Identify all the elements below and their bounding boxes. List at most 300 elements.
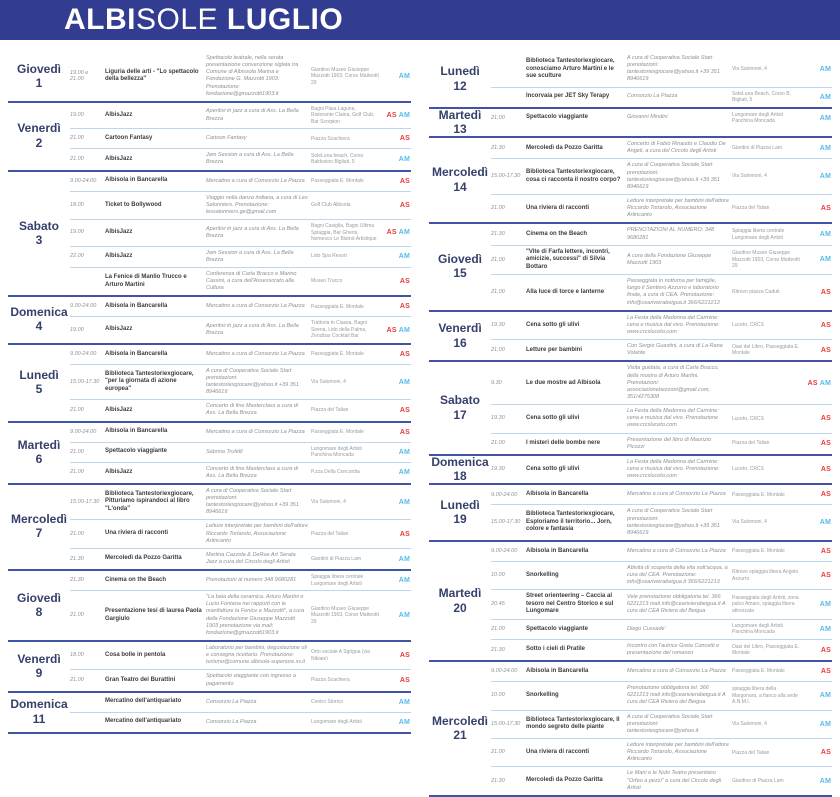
event-badges bbox=[382, 577, 410, 584]
event-row bbox=[491, 138, 832, 159]
event-time: 15.00-17.30 bbox=[491, 720, 521, 727]
badge-am: AM bbox=[819, 65, 831, 73]
event-row bbox=[70, 317, 411, 343]
day-name: Venerdì bbox=[17, 121, 61, 136]
day-group bbox=[429, 542, 832, 662]
event-description: Giovanni Mindini bbox=[627, 114, 668, 121]
event-rows bbox=[491, 362, 832, 453]
event-location: Piazza del Talian bbox=[732, 205, 770, 212]
event-location: Piazza del Talian bbox=[311, 530, 349, 537]
badge-am: AM bbox=[398, 577, 410, 585]
event-rows bbox=[491, 662, 832, 795]
event-description: Vele prenotazione obbligatoria tel. 366 6221213 mail info@cearivierabeigua.it A cura del CEA Riviera del Beigua bbox=[627, 593, 726, 615]
badge-as: AS bbox=[399, 278, 410, 286]
event-title: Cena sotto gli ulivi bbox=[526, 321, 580, 328]
event-time: 19.00 bbox=[70, 326, 84, 333]
event-description: Jam Session a cura di Ass. La Bella Brezza bbox=[206, 249, 294, 263]
event-description: Prenotazione obbligatoria tel. 366 6221213 mail info@cearivierabeigua.it A cura del CEA Riviera del Beigua bbox=[627, 685, 726, 706]
event-rows bbox=[491, 109, 832, 137]
event-rows bbox=[70, 345, 411, 421]
badge-as: AS bbox=[399, 135, 410, 143]
event-badges bbox=[803, 749, 831, 756]
event-rows bbox=[70, 571, 411, 640]
event-title: I misteri delle bombe nere bbox=[526, 439, 601, 446]
badge-as: AS bbox=[820, 440, 831, 448]
event-description: Presentazione del libro di Maurizio Picozzi bbox=[627, 436, 712, 450]
event-badges bbox=[803, 721, 831, 728]
event-time: 9.00-24.00 bbox=[70, 303, 97, 310]
event-time: 21.00 bbox=[491, 256, 505, 263]
badge-am: AM bbox=[398, 326, 410, 334]
event-description: Mercatino a cura di Consorzio La Piazza bbox=[627, 491, 726, 498]
event-time: 15.00-17.30 bbox=[491, 173, 521, 180]
badge-as: AS bbox=[820, 466, 831, 474]
event-description: Mercatino a cura di Consorzio La Piazza bbox=[206, 177, 305, 184]
day-number: 4 bbox=[35, 319, 43, 334]
day-label bbox=[8, 571, 70, 640]
event-title: Una riviera di racconti bbox=[526, 204, 590, 211]
event-time: 18.00 bbox=[70, 652, 84, 659]
event-badges bbox=[803, 115, 831, 122]
event-description: A cura di Cooperativa Sociale Start prenotazioni: tantestoriexgiocare@yahoo.it +39 351 8946619 bbox=[206, 487, 299, 516]
event-badges bbox=[382, 699, 410, 706]
event-time: 21.00 bbox=[70, 135, 84, 142]
event-title: AlbisJazz bbox=[105, 111, 133, 118]
event-title: Albisola in Bancarella bbox=[105, 177, 168, 184]
badge-am: AM bbox=[398, 498, 410, 506]
event-row bbox=[70, 591, 411, 640]
event-location: Passeggiata E. Montale bbox=[732, 668, 785, 675]
event-row bbox=[491, 590, 832, 620]
event-badges bbox=[382, 351, 410, 358]
event-description: PRENOTAZIONI AL NUMERO: 348 9680281 bbox=[627, 227, 715, 241]
day-name: Venerdì bbox=[438, 321, 482, 336]
event-description: Concerto di fine Masterclass a cura di Ass. La Bella Brezza bbox=[206, 465, 299, 479]
event-badges bbox=[803, 256, 831, 263]
day-name: Giovedì bbox=[437, 252, 482, 267]
event-location: Spiaggia libera centrale Lungomare degli Artisti bbox=[311, 574, 364, 587]
event-row bbox=[491, 767, 832, 794]
event-badges bbox=[382, 156, 410, 163]
event-description: A cura di Cooperativa Sociale Start prenotazioni: tantestoriexgiocare@yahoo.it +39 351 8946619 bbox=[627, 162, 720, 190]
day-number: 14 bbox=[453, 179, 467, 194]
event-description: A cura di Cooperativa Sociale Start prenotazioni: tantestoriexgiocare@yahoo.it bbox=[627, 713, 713, 734]
event-rows bbox=[491, 224, 832, 309]
day-label bbox=[429, 485, 491, 540]
day-group bbox=[8, 345, 411, 423]
event-row bbox=[70, 220, 411, 247]
event-badges bbox=[382, 652, 410, 659]
event-title: Biblioteca Tantestoriexgiocare, Pitturiamo ispirandoci al libro "L'onda" bbox=[105, 490, 194, 512]
badge-am: AM bbox=[819, 379, 831, 387]
day-number: 12 bbox=[453, 78, 467, 93]
event-time: 15.00-17.30 bbox=[70, 498, 100, 505]
schedule bbox=[0, 40, 840, 797]
event-time: 19.00 e 21.00 bbox=[70, 69, 89, 83]
event-description: La Festa della Madonna del Carmine: cena e musica dal vivo. Prenotazione www.crcsluceto.com bbox=[627, 408, 719, 429]
event-badges bbox=[803, 519, 831, 526]
badge-am: AM bbox=[819, 256, 831, 264]
event-description: Attività di scoperta della vita sott'acqua, a cura del CEA. Prenotazione: info@cearivierabeigua.it 366/6221213 bbox=[627, 565, 728, 586]
event-location: Passeggiata E. Montale bbox=[732, 491, 785, 498]
event-title: Le due mostre ad Albisola bbox=[526, 379, 601, 386]
event-row bbox=[491, 456, 832, 483]
event-time: 9.00-24.00 bbox=[491, 668, 518, 675]
event-time: 21.30 bbox=[491, 144, 505, 151]
event-title: Biblioteca Tantestoriexgiocare, Esploriamo il territorio... Jorn, colore e fantasia bbox=[526, 511, 615, 533]
event-rows bbox=[70, 642, 411, 691]
event-location: Passeggiata E. Montale bbox=[732, 548, 785, 555]
event-description: A cura della Fondazione Giuseppe Mazzotti 1903 bbox=[627, 252, 712, 266]
event-title: Cena sotto gli ulivi bbox=[526, 415, 580, 422]
event-row bbox=[491, 362, 832, 405]
event-description: Con Sergio Guastini, a cura di La Rana Volante bbox=[627, 343, 723, 357]
event-title: Liguria delle arti - "Lo spettacolo della bellezza" bbox=[105, 68, 199, 83]
event-row bbox=[491, 88, 832, 107]
event-location: SoleLuna Beach, Corso B. Bigliati, 5 bbox=[732, 90, 791, 104]
event-description: Spettacolo teatrale, nella serata presentazione convenzione siglata tra Comune di Albissola Marina e Fondazione G. Mazzotti 1903. Prenotazione: fondazione@gmazzotti1903.it bbox=[206, 55, 299, 97]
event-badges bbox=[382, 407, 410, 414]
event-time: 21.00 bbox=[491, 205, 505, 212]
event-title: Letture per bambini bbox=[526, 346, 583, 353]
event-description: Aperitivi in jazz a cura di Ass. La Bella Brezza bbox=[206, 225, 299, 239]
event-location: Luceto, CRCS bbox=[732, 322, 764, 329]
event-badges bbox=[382, 469, 410, 476]
badge-as: AS bbox=[399, 406, 410, 414]
event-row bbox=[491, 640, 832, 660]
event-time: 21.00 bbox=[70, 156, 84, 163]
event-time: 21.30 bbox=[70, 577, 84, 584]
day-number: 11 bbox=[32, 711, 46, 726]
event-title: Biblioteca Tantestoriexgiocare, "per la giornata di azione europea" bbox=[105, 370, 194, 392]
badge-as: AS bbox=[399, 677, 410, 685]
event-badges bbox=[382, 178, 410, 185]
day-label bbox=[8, 423, 70, 483]
page-title-part2: SOLE bbox=[136, 3, 219, 36]
day-number: 18 bbox=[453, 469, 467, 484]
day-number: 17 bbox=[453, 407, 467, 422]
event-description: Laboratorio per bambini, degustazione oli e consegna ricettario. Prenotazione: turismo@comune.albisola-superiore.sv.it bbox=[206, 644, 307, 666]
event-row bbox=[70, 485, 411, 521]
event-time: 9.00-24.00 bbox=[70, 350, 97, 357]
day-number: 6 bbox=[35, 452, 43, 467]
event-time: 21.00 bbox=[491, 289, 505, 296]
event-badges bbox=[803, 647, 831, 654]
event-time: 9.00-24.00 bbox=[491, 548, 518, 555]
event-location: Via Salomoni, 4 bbox=[732, 66, 767, 73]
event-title: Albisola in Bancarella bbox=[526, 667, 589, 674]
event-row bbox=[491, 620, 832, 640]
badge-as: AS bbox=[807, 379, 818, 387]
day-group bbox=[8, 52, 411, 103]
day-name: Sabato bbox=[18, 218, 59, 233]
event-badges bbox=[382, 327, 410, 334]
page-title-part3: LUGLIO bbox=[218, 3, 344, 36]
event-time: 21.00 bbox=[70, 469, 84, 476]
event-row bbox=[70, 463, 411, 483]
event-location: Trattoria in Ciassa, Bagni Sirena, Lido della Palma, Zenzibar Cocktail Bar bbox=[311, 320, 367, 340]
badge-as: AS bbox=[820, 646, 831, 654]
event-description: Sabrina Trufelli bbox=[206, 448, 243, 455]
event-title: AlbisJazz bbox=[105, 468, 133, 475]
event-description: Letture interpretate per bambini dell'attore Riccardo Tortarolo, Associazione Artincanto bbox=[627, 197, 729, 219]
event-location: Lungomare degli Artisti bbox=[311, 718, 362, 725]
event-row bbox=[491, 542, 832, 562]
event-badges bbox=[382, 677, 410, 684]
event-row bbox=[491, 224, 832, 245]
event-time: 21.00 bbox=[491, 749, 505, 756]
day-label bbox=[429, 662, 491, 795]
day-group bbox=[8, 571, 411, 642]
day-label bbox=[429, 138, 491, 222]
badge-as: AS bbox=[399, 177, 410, 185]
badge-am: AM bbox=[819, 93, 831, 101]
event-time: 19.30 bbox=[491, 415, 505, 422]
event-rows bbox=[70, 485, 411, 569]
event-badges bbox=[803, 692, 831, 699]
event-time: 21.30 bbox=[491, 646, 505, 653]
event-row bbox=[491, 682, 832, 710]
event-time: 21.00 bbox=[70, 407, 84, 414]
event-location: Bagni Caviglia, Bagni Ultima Spiaggia, Bar Gheris, Nemesco Le Bistrot Artistique bbox=[311, 223, 377, 243]
badge-as: AS bbox=[820, 288, 831, 296]
event-title: Mercatino dell'antiquariato bbox=[105, 698, 182, 705]
event-description: Mercatino a cura di Consorzio La Piazza bbox=[206, 350, 305, 357]
event-title: AlbisJazz bbox=[105, 406, 133, 413]
badge-as: AS bbox=[820, 572, 831, 580]
day-name: Venerdì bbox=[17, 651, 61, 666]
badge-am: AM bbox=[398, 612, 410, 620]
day-name: Giovedì bbox=[16, 590, 61, 605]
event-row bbox=[70, 268, 411, 295]
event-description: Consorzio La Piazza bbox=[206, 698, 257, 705]
event-time: 9.00-24.00 bbox=[70, 177, 97, 184]
event-time: 21.00 bbox=[70, 612, 84, 619]
event-rows bbox=[70, 172, 411, 296]
event-row bbox=[491, 52, 832, 88]
event-location: Piazza del Talian bbox=[311, 407, 349, 414]
day-label bbox=[429, 52, 491, 107]
event-title: AlbisJazz bbox=[105, 229, 133, 236]
event-rows bbox=[491, 456, 832, 484]
day-name: Mercoledì bbox=[431, 713, 488, 728]
badge-as: AS bbox=[386, 229, 397, 237]
event-description: Mercatino a cura di Consorzio La Piazza bbox=[206, 303, 305, 310]
event-description: "La baia della ceramica. Arturo Martini e Lucio Fontana nei rapporti con le manifatture la Fenice e Mazzotti", a cura della Fondazione Giuseppe Mazzotti 1903 prenotazione via mail: fondazione@gmazzotti1903.it bbox=[206, 594, 305, 636]
event-location: Piazza del Talian bbox=[732, 440, 770, 447]
event-description: Letture interpretate per bambini dell'attore Riccardo Tortarolo, Associazione Artincanto bbox=[206, 523, 308, 544]
event-row bbox=[70, 172, 411, 192]
event-description: Incontro con l'autrice Greta Concetti e presentazione del romanzo bbox=[627, 642, 720, 657]
badge-am: AM bbox=[819, 777, 831, 785]
event-description: Concerto di fine Masterclass a cura di Ass. La Bella Brezza bbox=[206, 403, 299, 417]
event-title: Sotto i cieli di Pratile bbox=[526, 646, 586, 653]
event-location: Passeggiata E. Montale bbox=[311, 428, 364, 435]
event-row bbox=[491, 434, 832, 454]
event-location: Spiaggia libera centrale Lungomare degli Artisti bbox=[732, 228, 785, 241]
event-time: 21.00 bbox=[491, 346, 505, 353]
day-name: Martedì bbox=[438, 107, 482, 122]
event-description: Cartoon Fantasy bbox=[206, 135, 247, 142]
day-name: Domenica bbox=[431, 454, 489, 469]
event-location: Giardino Museo Giuseppe Mazzotti 1903, Corso Matteotti 29 bbox=[311, 66, 379, 86]
event-rows bbox=[70, 693, 411, 732]
event-time: 19.30 bbox=[491, 466, 505, 473]
event-title: Biblioteca Tantestoriexgiocare, cosa ci racconta il nostro corpo? bbox=[526, 169, 621, 183]
day-label bbox=[8, 485, 70, 569]
event-row bbox=[70, 713, 411, 732]
event-time: 21.30 bbox=[491, 231, 505, 238]
event-title: Mercatino dell'antiquariato bbox=[105, 718, 182, 725]
event-badges bbox=[382, 719, 410, 726]
event-description: Aperitivi in jazz a cura di Ass. La Bella Brezza bbox=[206, 108, 299, 122]
badge-as: AS bbox=[820, 548, 831, 555]
event-row bbox=[70, 520, 411, 548]
event-title: Presentazione tesi di laurea Paola Gargiulo bbox=[105, 608, 202, 622]
event-location: Oasi del Libro, Passeggiata E. Montale bbox=[732, 343, 800, 357]
event-description: La Festa della Madonna del Carmine: cena e musica dal vivo. Prenotazione: www.crcsluceto.com bbox=[627, 314, 720, 336]
event-row bbox=[70, 423, 411, 443]
event-badges bbox=[803, 668, 831, 675]
badge-am: AM bbox=[819, 231, 831, 239]
event-row bbox=[491, 739, 832, 767]
event-badges bbox=[803, 626, 831, 633]
event-row bbox=[491, 505, 832, 540]
event-location: Lido Spa Resort bbox=[311, 253, 347, 260]
badge-am: AM bbox=[819, 601, 831, 609]
event-row bbox=[70, 400, 411, 420]
event-description: Concerto di Fabio Rinaudo e Claudio De Angeli, a cura del Circolo degli Artisti bbox=[627, 141, 726, 155]
badge-am: AM bbox=[819, 144, 831, 152]
event-title: Snorkelling bbox=[526, 571, 559, 578]
event-description: Visita guidata, a cura di Carla Bracco, della mostra di Arturo Martini. Prenotazioni: associazionebezzoni@gmail.com, 351/4275308 bbox=[627, 365, 719, 401]
event-badges bbox=[382, 202, 410, 209]
event-badges bbox=[803, 601, 831, 608]
event-location: Ritrovo spiaggia libera Angolo Azzurro bbox=[732, 569, 799, 582]
event-description: Viaggio nella danza indiana, a cura di Les Salonniers. Prenotazione: lessalonniers.ge@gmail.com bbox=[206, 194, 308, 215]
event-description: Le Mani e le Nubi Teatro presentano "Orfeo a pezzi" a cura del Circolo degli Artisti bbox=[627, 770, 722, 791]
event-badges bbox=[382, 278, 410, 285]
event-title: Cena sotto gli ulivi bbox=[526, 465, 580, 472]
day-number: 5 bbox=[35, 382, 43, 397]
event-row bbox=[70, 549, 411, 569]
event-location: Museo Trucco bbox=[311, 278, 343, 285]
day-group bbox=[429, 52, 832, 109]
event-rows bbox=[491, 485, 832, 540]
event-description: Spettacolo viaggiante con ingresso a pagamento bbox=[206, 673, 296, 687]
event-badges bbox=[803, 322, 831, 329]
event-time: 10.00 bbox=[491, 692, 505, 699]
event-title: Albisola in Bancarella bbox=[105, 428, 168, 435]
event-location: Lungomare degli Artisti Panchina Moncada bbox=[732, 111, 783, 125]
event-title: Cosa bolle in pentola bbox=[105, 651, 166, 658]
event-row bbox=[491, 159, 832, 195]
badge-am: AM bbox=[398, 253, 410, 261]
event-row bbox=[70, 192, 411, 220]
badge-as: AS bbox=[399, 303, 410, 311]
event-badges bbox=[803, 94, 831, 101]
event-row bbox=[491, 109, 832, 128]
badge-am: AM bbox=[819, 173, 831, 181]
badge-am: AM bbox=[398, 72, 410, 80]
event-description: Passeggiata in notturna per famiglie, lungo il Sentiero Azzurro e laboratorio finale, a cura di CEA. Prenotazione: info@cearivierabeigua.it 366/6221213 bbox=[627, 278, 720, 306]
event-description: Diego Cussade' bbox=[627, 625, 666, 632]
day-label bbox=[429, 224, 491, 309]
event-location: Bagni Plaia Laguna, Ristorante Claina, Golf Club, Bar Scorpion bbox=[311, 105, 375, 125]
event-row bbox=[491, 405, 832, 433]
event-badges bbox=[803, 66, 831, 73]
badge-as: AS bbox=[386, 112, 397, 120]
day-group bbox=[429, 312, 832, 363]
event-time: 9.30 bbox=[491, 379, 502, 386]
event-location: Oasi del Libro, Passeggiata E. Montale bbox=[732, 643, 800, 657]
event-badges bbox=[382, 499, 410, 506]
event-description: Jam Session a cura di Ass. La Bella Brezza bbox=[206, 152, 294, 166]
badge-as: AS bbox=[399, 201, 410, 209]
day-group bbox=[429, 362, 832, 455]
event-location: Centro Storico bbox=[311, 698, 343, 705]
event-badges bbox=[803, 415, 831, 422]
badge-as: AS bbox=[399, 652, 410, 660]
event-time: 19.00 bbox=[70, 229, 84, 236]
event-time: 15.00-17.30 bbox=[70, 378, 100, 385]
event-location: Giardino Museo Giuseppe Mazzotti 1903, Corso Matteotti 29 bbox=[732, 250, 800, 270]
event-row bbox=[491, 562, 832, 590]
event-row bbox=[70, 571, 411, 591]
event-badges bbox=[382, 112, 410, 119]
event-description: Consorzio La Piazza bbox=[206, 718, 257, 725]
event-location: Passeggiata E. Montale bbox=[311, 177, 364, 184]
event-row bbox=[70, 52, 411, 101]
day-group bbox=[8, 172, 411, 298]
day-group bbox=[429, 224, 832, 311]
event-badges bbox=[803, 145, 831, 152]
day-group bbox=[8, 103, 411, 172]
event-location: Via Salomoni, 4 bbox=[732, 173, 767, 180]
event-description: A cura di Cooperativa Sociale Start prenotazioni: tantestoriexgiocare@yahoo.it +39 351 8946619 bbox=[627, 55, 720, 83]
event-row bbox=[491, 312, 832, 340]
event-location: Giardino Museo Giuseppe Mazzotti 1903, Corso Matteotti 29 bbox=[311, 605, 379, 625]
badge-as: AS bbox=[399, 530, 410, 538]
day-number: 20 bbox=[453, 600, 467, 615]
event-row bbox=[70, 642, 411, 670]
event-rows bbox=[70, 423, 411, 483]
event-row bbox=[70, 365, 411, 401]
day-label bbox=[429, 109, 491, 137]
day-group bbox=[8, 693, 411, 734]
event-description: La Festa della Madonna del Carmine: cena e musica dal vivo. Prenotazione: www.crcsluceto.com bbox=[627, 458, 720, 480]
event-badges bbox=[803, 231, 831, 238]
event-row bbox=[70, 693, 411, 713]
event-location: SoleLuna beach, Corso Baldovino Bigliati, 5 bbox=[311, 152, 364, 166]
badge-am: AM bbox=[819, 519, 831, 527]
badge-as: AS bbox=[820, 749, 831, 757]
event-badges bbox=[803, 289, 831, 296]
event-time: 9.00-24.00 bbox=[70, 428, 97, 435]
day-group bbox=[429, 138, 832, 224]
event-location: Passeggiata E. Montale bbox=[311, 303, 364, 310]
event-title: Albisola in Bancarella bbox=[526, 547, 589, 554]
day-label bbox=[8, 172, 70, 296]
day-name: Mercoledì bbox=[10, 512, 67, 527]
badge-as: AS bbox=[820, 205, 831, 213]
badge-am: AM bbox=[398, 378, 410, 386]
event-badges bbox=[803, 347, 831, 354]
event-time: 18.00 bbox=[70, 201, 84, 208]
day-name: Lunedì bbox=[440, 64, 480, 79]
event-badges bbox=[803, 380, 831, 387]
event-badges bbox=[803, 548, 831, 555]
